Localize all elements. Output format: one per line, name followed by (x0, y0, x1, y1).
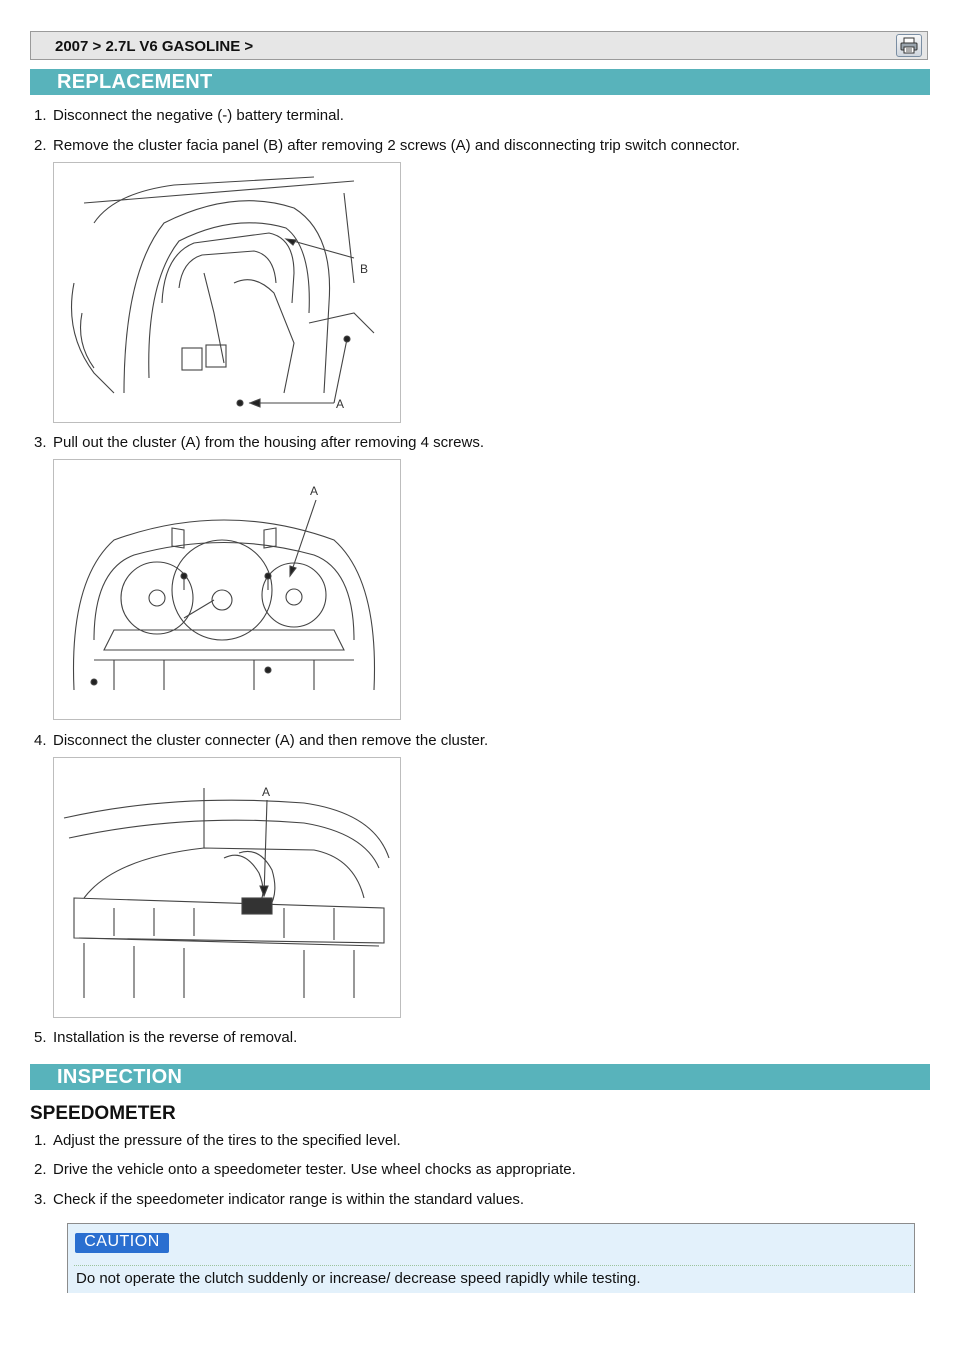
inspection-section-header (30, 1064, 930, 1090)
step-item: 4. Disconnect the cluster connecter (A) and then remove the cluster. (34, 732, 489, 749)
figure-cluster-screws (53, 459, 401, 720)
breadcrumb: 2007 > 2.7L V6 GASOLINE > (55, 38, 254, 55)
section-title: REPLACEMENT (57, 71, 213, 93)
step-item: 2. Drive the vehicle onto a speedometer tester. Use wheel chocks as appropriate. (34, 1161, 576, 1178)
step-item: 5. Installation is the reverse of removal. (34, 1029, 298, 1046)
step-item: 2. Remove the cluster facia panel (B) after removing 2 screws (A) and disconnecting trip switch connector. (34, 137, 740, 154)
figure-label: B (360, 262, 369, 276)
caution-text: Do not operate the clutch suddenly or increase/ decrease speed rapidly while testing. (76, 1270, 641, 1287)
section-title: INSPECTION (57, 1066, 183, 1088)
step-item: 1. Adjust the pressure of the tires to the specified level. (34, 1132, 401, 1149)
breadcrumb-bar (30, 31, 928, 60)
figure-facia-panel (53, 162, 401, 423)
figure-label: A (262, 785, 271, 799)
step-item: 3. Pull out the cluster (A) from the housing after removing 4 screws. (34, 434, 485, 451)
figure-label: A (310, 484, 319, 498)
replacement-section-header (30, 69, 930, 95)
step-item: 3. Check if the speedometer indicator range is within the standard values. (34, 1191, 525, 1208)
figure-label: A (336, 397, 345, 411)
print-button[interactable] (896, 34, 922, 57)
figure-cluster-connector (53, 757, 401, 1018)
caution-box (67, 1223, 915, 1293)
caution-badge: CAUTION (75, 1233, 169, 1253)
divider (74, 1265, 911, 1266)
subsection-title: SPEEDOMETER (30, 1103, 176, 1124)
printer-icon (900, 37, 918, 54)
step-item: 1. Disconnect the negative (-) battery terminal. (34, 107, 344, 124)
